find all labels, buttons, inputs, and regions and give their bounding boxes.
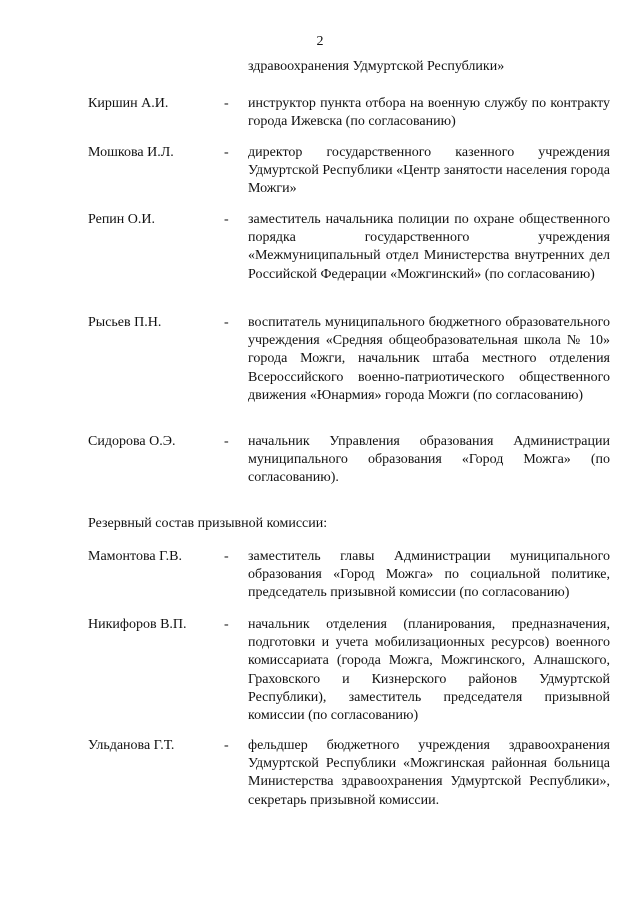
member-name: Мамонтова Г.В. (88, 549, 182, 564)
reserve-member-entry (88, 737, 610, 810)
member-role: начальник отделения (планирования, предназначения, подготовки и учета мобилизационных ресурсов) военного комиссариата (города Можга, Можгинского, Алнашского, Граховского и Кизнерского районов Удмуртской Республики), заместитель председателя призывной комиссии (по согласованию) (248, 617, 610, 724)
dash-separator: - (224, 145, 229, 160)
member-entry (88, 314, 610, 405)
member-role: фельдшер бюджетного учреждения здравоохранения Удмуртской Республики «Можгинская районная больница Министерства здравоохранения Удмуртской Республики», секретарь призывной комиссии. (248, 738, 610, 808)
member-role: директор государственного казенного учреждения Удмуртской Республики «Центр занятости населения города Можги» (248, 145, 610, 197)
reserve-member-entry (88, 616, 610, 725)
member-name: Мошкова И.Л. (88, 145, 174, 160)
dash-separator: - (224, 96, 229, 111)
member-name: Киршин А.И. (88, 96, 169, 111)
dash-separator: - (224, 434, 229, 449)
reserve-member-entry (88, 548, 610, 603)
member-role: начальник Управления образования Администрации муниципального образования «Город Можга» (по согласованию). (248, 434, 610, 486)
page-number: 2 (316, 34, 324, 49)
dash-separator: - (224, 549, 229, 564)
reserve-heading: Резервный состав призывной комиссии: (88, 516, 328, 531)
member-role: заместитель главы Администрации муниципального образования «Город Можга» по социальной политике, председатель призывной комиссии (по согласованию) (248, 549, 610, 601)
member-name: Сидорова О.Э. (88, 434, 176, 449)
member-entry (88, 95, 610, 131)
continuation-text: здравоохранения Удмуртской Республики» (248, 59, 505, 74)
dash-separator: - (224, 738, 229, 753)
dash-separator: - (224, 617, 229, 632)
member-name: Рысьев П.Н. (88, 315, 162, 330)
member-name: Ульданова Г.Т. (88, 738, 175, 753)
member-role: воспитатель муниципального бюджетного образовательного учреждения «Средняя общеобразовательная школа № 10» города Можги, начальник штаба местного отделения Всероссийского военно-патриотического общественного движения «Юнармия» города Можги (по согласованию) (248, 315, 610, 403)
member-role: заместитель начальника полиции по охране общественного порядка государственного учреждения «Межмуниципальный отдел Министерства внутренних дел Российской Федерации «Можгинский» (по согласованию) (248, 212, 610, 282)
member-role: инструктор пункта отбора на военную службу по контракту города Ижевска (по согласованию) (248, 96, 610, 130)
member-entry (88, 211, 610, 284)
member-entry (88, 433, 610, 488)
dash-separator: - (224, 212, 229, 227)
member-name: Репин О.И. (88, 212, 156, 227)
dash-separator: - (224, 315, 229, 330)
member-entry (88, 144, 610, 199)
member-name: Никифоров В.П. (88, 617, 187, 632)
